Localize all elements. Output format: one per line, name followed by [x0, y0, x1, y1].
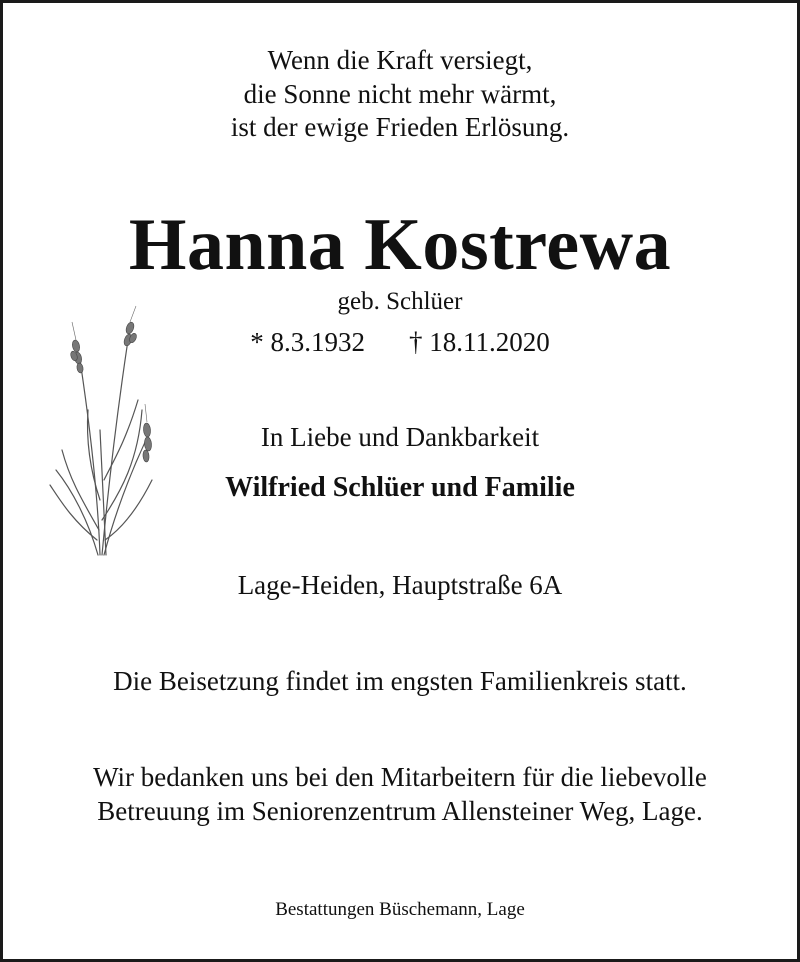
mourners-intro: In Liebe und Dankbarkeit [260, 422, 540, 452]
poem-line-1: Wenn die Kraft versiegt, [267, 45, 533, 75]
poem-line-2: die Sonne nicht mehr wärmt, [243, 78, 557, 109]
poem [0, 44, 800, 145]
thanks-note [0, 760, 800, 828]
birth-date: * 8.3.1932 [250, 327, 365, 357]
thanks-line-2: Betreuung im Seniorenzentrum Allensteiner Weg, Lage. [97, 796, 703, 826]
poem-line-3: ist der ewige Frieden Erlösung. [230, 112, 570, 142]
thanks-line-1: Wir bedanken uns bei den Mitarbeitern für die liebevolle [93, 762, 707, 792]
deceased-name: Hanna Kostrewa [128, 204, 672, 286]
undertaker: Bestattungen Büschemann, Lage [275, 899, 525, 920]
burial-notice: Die Beisetzung findet im engsten Familienkreis statt. [113, 666, 687, 696]
mourners-names: Wilfried Schlüer und Familie [225, 472, 575, 503]
death-date: † 18.11.2020 [409, 327, 550, 357]
birth-name: geb. Schlüer [337, 288, 463, 315]
address: Lage-Heiden, Hauptstraße 6A [237, 570, 563, 600]
